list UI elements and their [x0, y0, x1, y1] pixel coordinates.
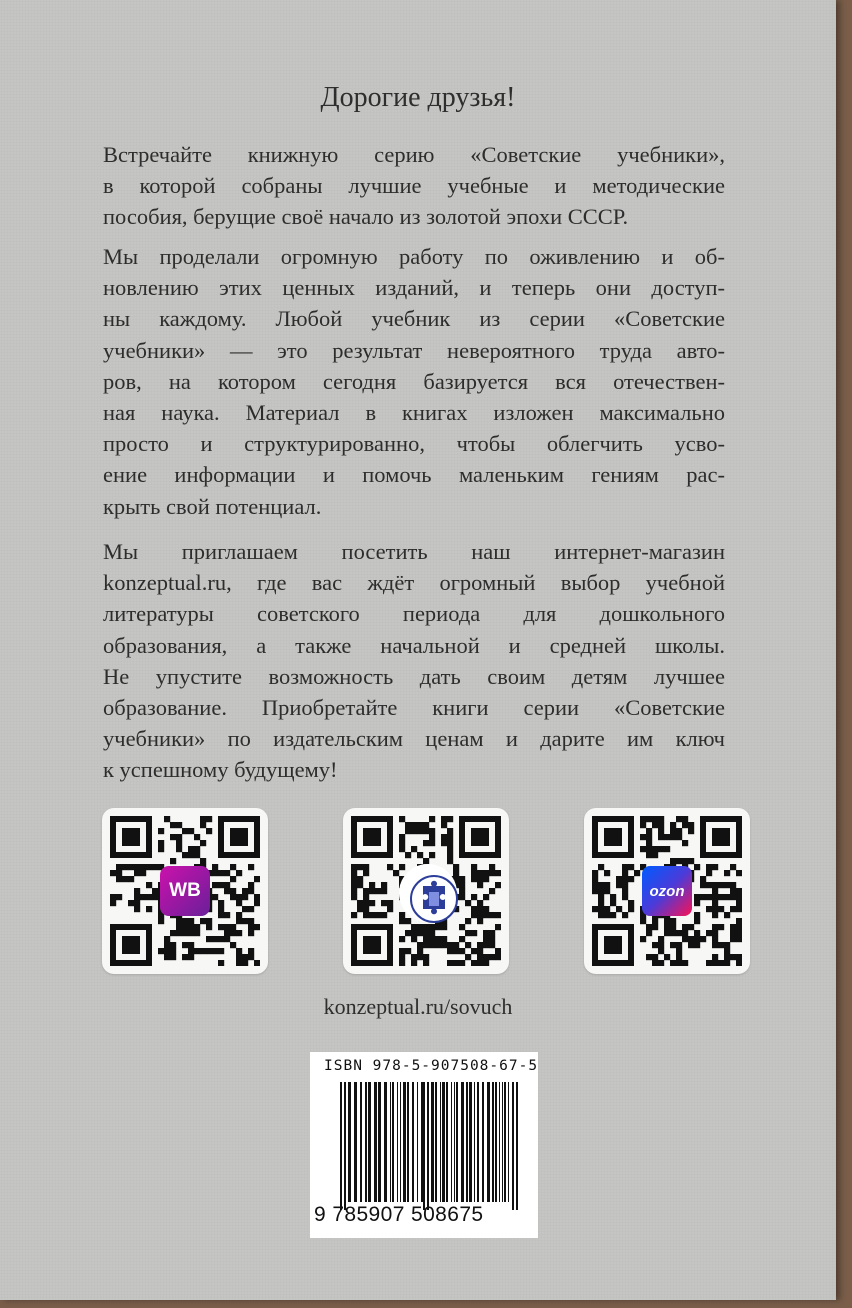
text-line: ны каждому. Любой учебник из серии «Советские — [103, 306, 725, 332]
text-line: ров, на котором сегодня базируется вся отечествен- — [103, 368, 725, 394]
text-line: к успешному будущему! — [103, 757, 338, 783]
text-line: пособия, берущие своё начало из золотой эпохи СССР. — [103, 204, 629, 230]
text-line: учебники» — это результат невероятного труда авто- — [103, 337, 725, 363]
text-line: ение информации и помочь маленьким гениям рас- — [103, 462, 725, 488]
isbn-label: ISBN 978-5-907508-67-5 — [324, 1058, 539, 1074]
isbn-barcode — [310, 1052, 538, 1238]
text-line: Мы приглашаем посетить наш интернет-магазин — [103, 539, 725, 564]
ozon-logo-icon: ozon — [642, 866, 692, 916]
puzzle-globe-icon — [399, 864, 457, 922]
ean-digits: 9 785907 508675 — [314, 1203, 484, 1226]
ozon-qr-code[interactable] — [584, 808, 750, 974]
wildberries-qr-code[interactable] — [102, 808, 268, 974]
text-line: в которой собраны лучшие учебные и методические — [103, 173, 725, 199]
body-paragraph — [103, 241, 725, 522]
text-line: учебники» по издательским ценам и дарите им ключ — [103, 726, 725, 752]
text-line: Мы проделали огромную работу по оживлению и об- — [103, 244, 725, 269]
invitation-paragraph — [103, 536, 725, 786]
publisher-qr-code[interactable] — [343, 808, 509, 974]
wildberries-logo-icon: WB — [160, 866, 210, 916]
intro-paragraph — [103, 139, 725, 233]
site-link[interactable]: konzeptual.ru/sovuch — [323, 994, 513, 1019]
text-line: образования, а также начальной и средней школы. — [103, 632, 725, 658]
text-line: просто и структурированно, чтобы облегчить усво- — [103, 431, 725, 457]
text-line: образование. Приобретайте книги серии «Советские — [103, 695, 725, 721]
text-line: ная наука. Материал в книгах изложен максимально — [103, 400, 725, 426]
text-line: крыть свой потенциал. — [103, 493, 322, 519]
text-line: Не упустите возможность дать своим детям лучшее — [103, 663, 725, 689]
text-line: новлению этих ценных изданий, и теперь они доступ- — [103, 275, 725, 301]
text-line: konzeptual.ru, где вас ждёт огромный выбор учебной — [103, 570, 725, 596]
heading: Дорогие друзья! — [320, 82, 516, 113]
text-line: литературы советского периода для дошкольного — [103, 601, 725, 627]
text-line: Встречайте книжную серию «Советские учебники», — [103, 142, 725, 167]
